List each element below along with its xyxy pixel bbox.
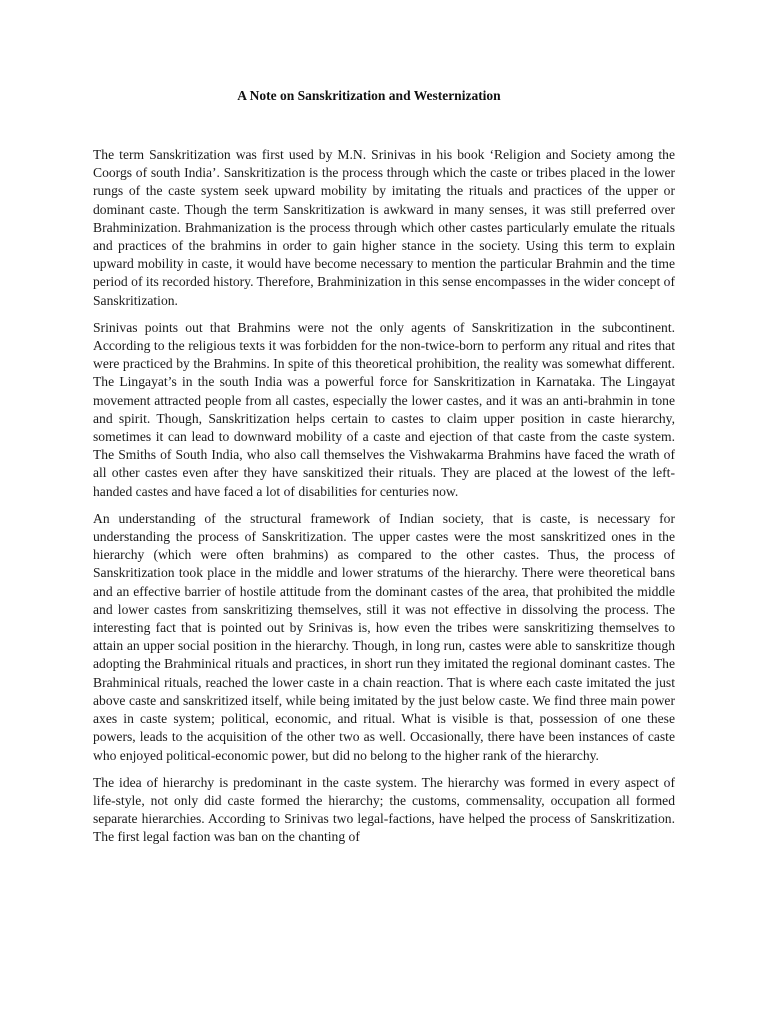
document-body [93,146,675,856]
paragraph-4: The idea of hierarchy is predominant in the caste system. The hierarchy was formed in every aspect of life-style, not only did caste formed the hierarchy; the customs, commensality, occupation all formed separate hierarchies. According to Srinivas two legal-factions, have helped the process of Sanskritization. The first legal faction was ban on the chanting of [93,774,675,845]
paragraph-1: The term Sanskritization was first used by M.N. Srinivas in his book ‘Religion and Society among the Coorgs of south India’. Sanskritization is the process through which the caste or tribes placed in the lower rungs of the caste system seek upward mobility by imitating the rituals and practices of the upper or dominant caste. Though the term Sanskritization is awkward in many senses, it was still preferred over Brahminization. Brahmanization is the process through which other castes particularly emulate the rituals and practices of the brahmins in order to gain higher stance in the society. Using this term to explain upward mobility in caste, it would have become necessary to mention the particular Brahmin and the time period of its recorded history. Therefore, Brahminization in this sense encompasses in the wider concept of Sanskritization. [93,147,675,308]
paragraph-2: Srinivas points out that Brahmins were not the only agents of Sanskritization in the subcontinent. According to the religious texts it was forbidden for the non-twice-born to perform any ritual and rites that were practiced by the Brahmins. In spite of this theoretical prohibition, the reality was somewhat different. The Lingayat’s in the south India was a powerful force for Sanskritization in Karnataka. The Lingayat movement attracted people from all castes, especially the lower castes, and it was an anti-brahmin in tone and spirit. Though, Sanskritization helps certain to castes to claim upper position in caste hierarchy, sometimes it can lead to downward mobility of a caste and ejection of that caste from the caste system. The Smiths of South India, who also call themselves the Vishwakarma Brahmins have faced the wrath of all other castes even after they have sanskitized their rituals. They are placed at the lowest of the left-handed castes and have faced a lot of disabilities for centuries now. [93,319,675,499]
paragraph-3: An understanding of the structural framework of Indian society, that is caste, is necessary for understanding the process of Sanskritization. The upper castes were the most sanskritized ones in the hierarchy (which were often brahmins) as compared to the other castes. Thus, the process of Sanskritization took place in the middle and lower stratums of the hierarchy. There were theoretical bans and an effective barrier of hostile attitude from the dominant castes of the area, that prohibited the middle and lower castes from sanskritizing themselves, still it was not effective in dissolving the process. The interesting fact that is pointed out by Srinivas is, how even the tribes were sanskritizing themselves to attain an upper social position in the hierarchy. Though, in long run, castes were able to sanskritize though adopting the Brahminical rituals and practices, in short run they imitated the regional dominant castes. The Brahminical rituals, reached the lower caste in a chain reaction. That is where each caste imitated the just above caste and sanskritized itself, while being imitated by the just below caste. We find three main power axes in caste system; political, economic, and ritual. What is visible is that, possession of one these powers, leads to the acquisition of the other two as well. Occasionally, there have been instances of caste who enjoyed political-economic power, but did no belong to the higher rank of the hierarchy. [93,510,675,763]
document-title: A Note on Sanskritization and Westernization [237,88,501,103]
